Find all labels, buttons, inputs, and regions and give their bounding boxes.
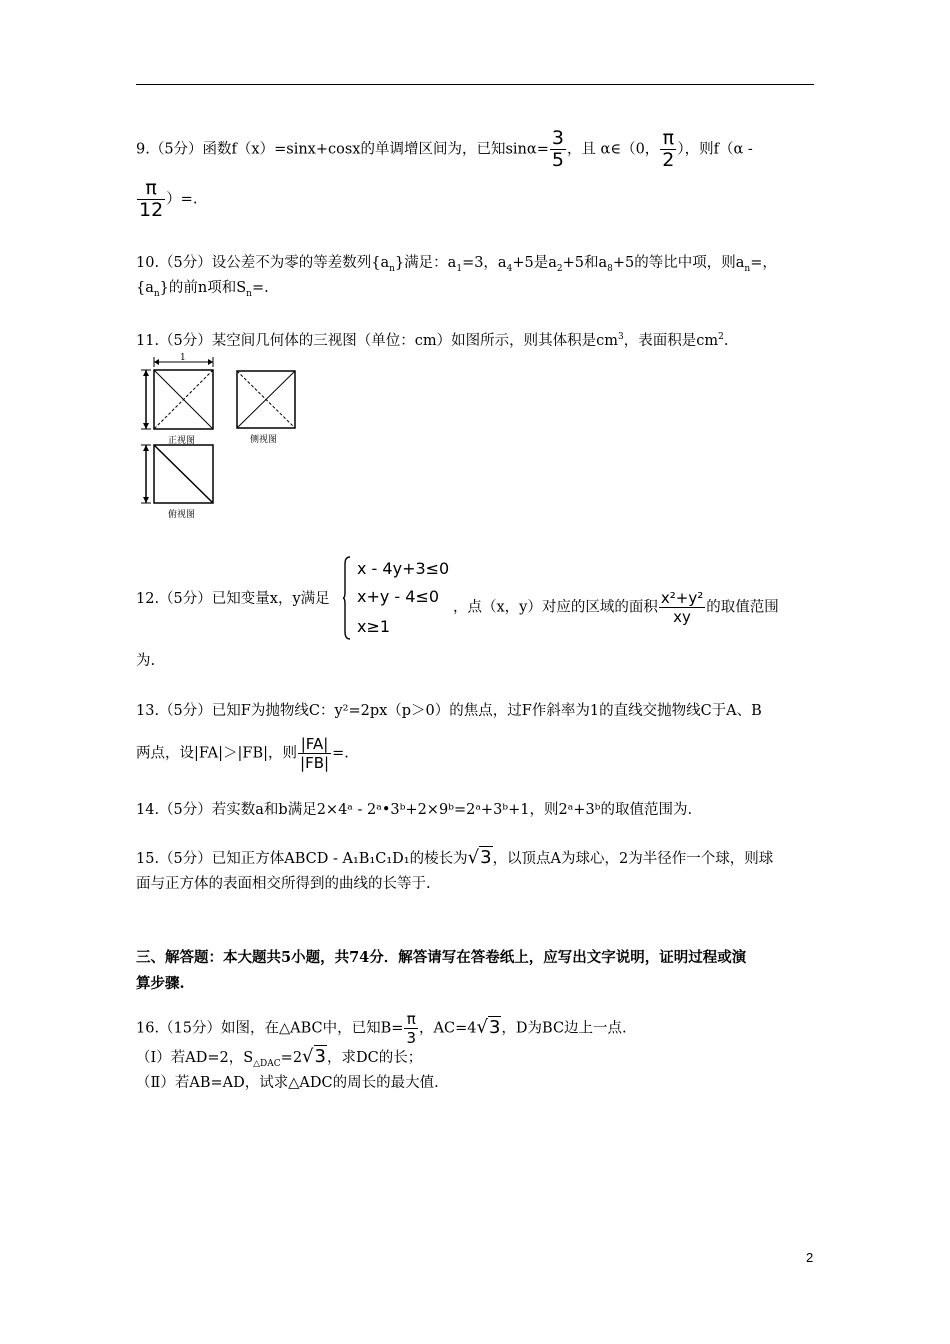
figure-caption-front: 正视图	[168, 436, 196, 446]
three-view-drawing	[134, 352, 304, 522]
question-9-line2: $\frac{\pi}{12}$ ）=.	[139, 177, 198, 221]
fraction-pi-12: $\frac{\pi}{12}$	[139, 177, 164, 221]
sqrt-3-ac: √3	[476, 1016, 501, 1038]
question-9-line1: 9.（5分）函数f（x）=sinx+cosx的单调增区间为，已知sinα= $\frac{3}{5}$ ，且 α∈（0， $\frac{\pi}{2}$ ），则f（α -	[136, 127, 753, 171]
figure-dimension-label: 1	[180, 353, 186, 363]
question-16-part1: （I）若AD=2，$S_{\triangle DAC}=2√3$，求DC的长；	[136, 1046, 423, 1069]
question-12-line2: 为.	[136, 653, 156, 669]
question-15-line2: 面与正方体的表面相交所得到的曲线的长等于.	[136, 876, 431, 892]
sqrt-3-area: √3	[302, 1046, 326, 1067]
figure-caption-side: 侧视图	[250, 435, 278, 445]
page-number: 2	[806, 1250, 814, 1265]
question-16-part2: （Ⅱ）若AB=AD，试求△ADC的周长的最大值.	[136, 1075, 439, 1091]
fraction-3-5: $\frac{3}{5}$	[551, 127, 564, 171]
fraction-x2y2-xy: $\frac{\text{x²+y²}}{xy}$	[660, 589, 704, 626]
fraction-pi-3: $\frac{\pi}{3}$	[406, 1010, 417, 1047]
question-10-line1: 10.（5分）设公差不为零的等差数列$\{a_n\}$满足：$a_1=3$，$a_4+5$是$a_2+5$和$a_8+5$的等比中项，则$a_n=$，	[136, 255, 777, 274]
question-10-line2: $\{a_n\}$的前n项和$S_n=$.	[136, 280, 269, 299]
question-14-text: 14.（5分）若实数a和b满足2×4ᵃ - 2ᵃ•3ᵇ+2×9ᵇ=2ᵃ+3ᵇ+1，则2ᵃ+3ᵇ的取值范围为.	[136, 802, 693, 818]
header-rule	[136, 84, 814, 85]
question-16-line1: 16.（15分）如图，在△ABC中，已知B= $\frac{\pi}{3}$ ，AC=4√3，D为BC边上一点.	[136, 1010, 627, 1047]
inequality-row-2: x+y - 4≤0	[357, 587, 440, 606]
fraction-pi-2: $\frac{\pi}{2}$	[662, 127, 675, 171]
question-13-line1: 13.（5分）已知F为抛物线C：y²=2px（p＞0）的焦点，过F作斜率为1的直线交抛物线C于A、B	[136, 703, 762, 719]
question-15-line1: 15.（5分）已知正方体ABCD - A₁B₁C₁D₁的棱长为√3，以顶点A为球心，2为半径作一个球，则球	[136, 847, 774, 868]
question-12-mid: ，点（x，y）对应的区域的面积 $\frac{\text{x²+y²}}{xy}$ 的取值范围	[453, 589, 779, 626]
three-view-figure	[134, 352, 304, 526]
inequality-system	[343, 556, 461, 640]
sqrt-3: √3	[467, 847, 492, 868]
inequality-row-1: x - 4y+3≤0	[357, 559, 450, 578]
question-13-line2: 两点，设|FA|＞|FB|，则 $\frac{|FA|}{|FB|}$ =.	[136, 735, 349, 772]
figure-caption-top: 俯视图	[168, 510, 196, 520]
inequality-row-3: x≥1	[357, 617, 391, 636]
question-11-text: 11.（5分）某空间几何体的三视图（单位：cm）如图所示，则其体积是$cm^3$，表面积是$cm^2$.	[136, 332, 729, 349]
fraction-fa-fb: $\frac{|FA|}{|FB|}$	[300, 735, 330, 772]
left-brace	[343, 556, 351, 640]
section-3-heading-line2: 算步骤.	[136, 975, 185, 992]
question-12-prefix: 12.（5分）已知变量x，y满足	[136, 591, 330, 607]
section-3-heading-line1: 三、解答题：本大题共5小题，共74分．解答请写在答卷纸上，应写出文字说明，证明过程或演	[136, 949, 747, 966]
